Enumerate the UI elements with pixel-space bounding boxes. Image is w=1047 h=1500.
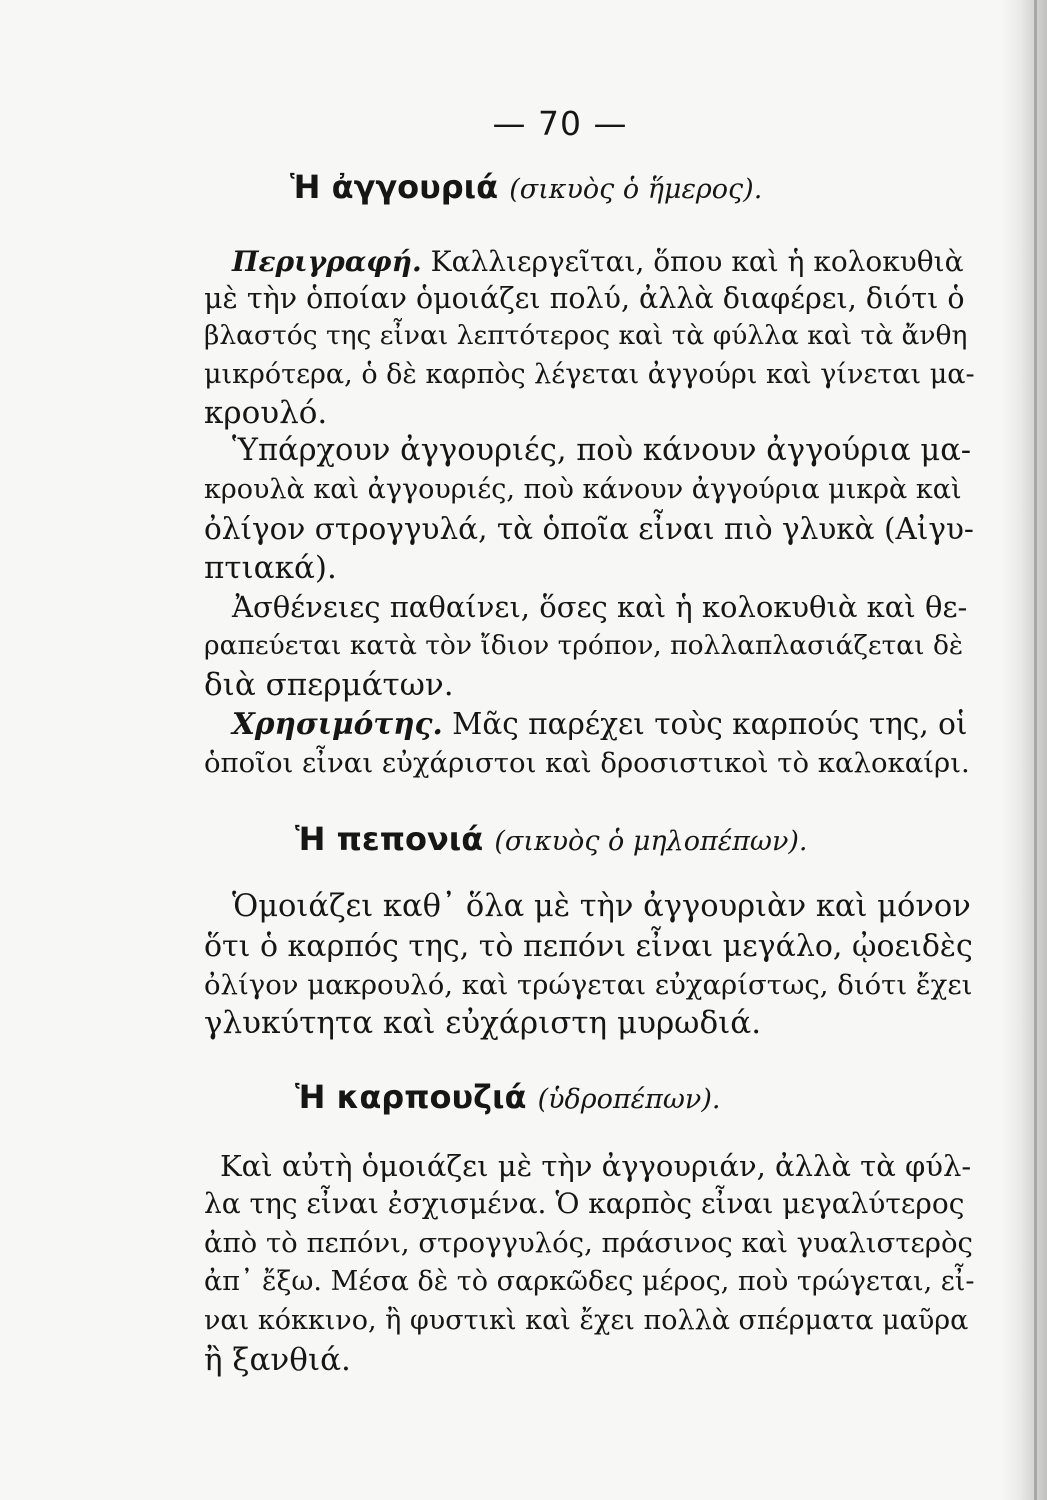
paragraph-line: μὲ τὴν ὁποίαν ὁμοιάζει πολύ, ἀλλὰ διαφέρει, διότι ὁ — [204, 282, 965, 315]
section-title: Ἡ ἀγγουριά — [290, 168, 499, 206]
paragraph-line: Ὁμοιάζει καθ᾿ ὅλα μὲ τὴν ἀγγουριὰν καὶ μόνον — [232, 889, 971, 924]
scientific-name: (ὑδροπέπων). — [537, 1084, 721, 1115]
paragraph-line — [232, 706, 967, 742]
subheading-description: Περιγραφή. — [232, 245, 422, 278]
paragraph-line: ὁποῖοι εἶναι εὐχάριστοι καὶ δροσιστικοὶ τὸ καλοκαίρι. — [204, 747, 970, 779]
paragraph-line: Καὶ αὐτὴ ὁμοιάζει μὲ τὴν ἀγγουριάν, ἀλλὰ τὰ φύλ- — [220, 1149, 972, 1183]
section-heading-cucumber — [290, 168, 762, 206]
paragraph-line: ὀλίγον μακρουλό, καὶ τρώγεται εὐχαρίστως, διότι ἔχει — [204, 969, 973, 1001]
section-title: Ἡ καρπουζιά — [295, 1078, 527, 1116]
paragraph-line: Ἀσθένειες παθαίνει, ὅσες καὶ ἡ κολοκυθιὰ καὶ θε- — [232, 590, 968, 624]
paragraph-line: ὅτι ὁ καρπός της, τὸ πεπόνι εἶναι μεγάλο, ᾠοειδὲς — [204, 929, 973, 964]
paragraph-line: πτιακά). — [204, 550, 337, 586]
paragraph-line: Ὑπάρχουν ἀγγουριές, ποὺ κάνουν ἀγγούρια μα- — [232, 433, 972, 468]
page-edge — [1034, 0, 1037, 1500]
paragraph-line: κρουλὰ καὶ ἀγγουριές, ποὺ κάνουν ἀγγούρια μικρὰ καὶ — [204, 474, 962, 505]
paragraph-line: βλαστός της εἶναι λεπτότερος καὶ τὰ φύλλα καὶ τὰ ἄνθη — [204, 320, 968, 351]
paragraph-line: ναι κόκκινο, ἢ φυστικὶ καὶ ἔχει πολλὰ σπέρματα μαῦρα — [204, 1305, 969, 1336]
paragraph-line: ὀλίγον στρογγυλά, τὰ ὁποῖα εἶναι πιὸ γλυκὰ (Αἰγυ- — [204, 512, 974, 546]
paragraph-line: ραπεύεται κατὰ τὸν ἴδιον τρόπον, πολλαπλασιάζεται δὲ — [204, 630, 964, 661]
paragraph-line: μικρότερα, ὁ δὲ καρπὸς λέγεται ἀγγούρι καὶ γίνεται μα- — [204, 359, 975, 390]
scientific-name: (σικυὸς ὁ μηλοπέπων). — [494, 826, 808, 857]
paragraph-line: ἢ ξανθιά. — [204, 1342, 351, 1378]
section-title: Ἡ πεπονιά — [295, 820, 484, 858]
scientific-name: (σικυὸς ὁ ἥμερος). — [509, 174, 763, 205]
page-number: — 70 — — [492, 104, 628, 143]
paragraph-line: ἀπ᾿ ἔξω. Μέσα δὲ τὸ σαρκῶδες μέρος, ποὺ τρώγεται, εἶ- — [204, 1266, 975, 1297]
section-heading-watermelon — [295, 1078, 720, 1116]
paragraph-line: γλυκύτητα καὶ εὐχάριστη μυρωδιά. — [204, 1005, 762, 1041]
binding-shadow — [1001, 0, 1047, 1500]
paragraph-line: λα της εἶναι ἐσχισμένα. Ὁ καρπὸς εἶναι μεγαλύτερος — [204, 1187, 965, 1220]
line-text: Μᾶς παρέχει τοὺς καρπούς της, οἱ — [442, 707, 968, 741]
subheading-usefulness: Χρησιμότης. — [232, 706, 443, 741]
paragraph-line — [232, 244, 964, 280]
section-heading-melon — [295, 820, 807, 858]
paragraph-line: ἀπὸ τὸ πεπόνι, στρογγυλός, πράσινος καὶ γυαλιστερὸς — [204, 1227, 973, 1259]
paragraph-line: διὰ σπερμάτων. — [204, 667, 454, 703]
line-text: Καλλιεργεῖται, ὅπου καὶ ἡ κολοκυθιὰ — [421, 245, 964, 278]
paragraph-line: κρουλό. — [204, 395, 328, 431]
